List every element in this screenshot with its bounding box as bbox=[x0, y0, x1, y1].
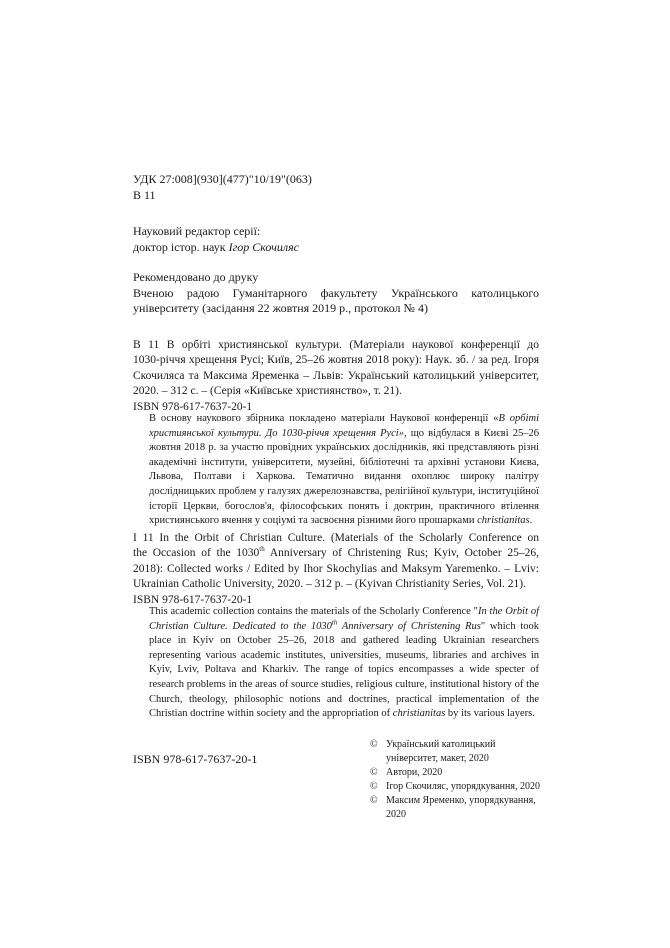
editor-block bbox=[133, 224, 539, 255]
editor-heading: Науковий редактор серії: bbox=[133, 224, 261, 238]
en-entry-line-3: 2018): Collected works / Edited by Ihor Skochylias and Maksym Yaremenko. – Lviv: bbox=[133, 562, 539, 575]
copyright-block bbox=[370, 738, 540, 822]
ua-entry-line-4: 2020. – 312 с. – (Серія «Київське християнство», т. 21). bbox=[133, 385, 402, 398]
ua-abstract: В основу наукового збірника покладено матеріали Наукової конференції «В орбіті християнської культури. До 1030-річчя хрещення Русі», що відбулася в Києві 25–26 жовтня 2018 р. за участю провідних українських дослідників, які представляють різні академічні інститути, університети, музейні, бібліотечні та архівні установи Києва, Львова, Полтави і Харкова. Тематично видання охоплює широку палітру дослідницьких проблем у галузях джерелознавства, релігійної культури, інституційної історії Церкви, богослов'я, філософських понять і доктрин, практичного втілення християнського вчення у соціумі та засвоєння різними його прошарками christianitas. bbox=[149, 413, 539, 527]
editor-line: доктор істор. наук Ігор Скочиляс bbox=[133, 239, 299, 254]
udk-code: УДК 27:008](930](477)"10/19"(063) bbox=[133, 172, 312, 186]
ua-entry-line-1: В 11 В орбіті християнської культури. (Матеріали наукової конференції до bbox=[133, 339, 539, 351]
en-entry-line-2: the Occasion of the 1030th Anniversary of Christening Rus; Kyiv, October 25–26, bbox=[133, 545, 539, 560]
editor-name: Ігор Скочиляс bbox=[228, 239, 299, 254]
copyright-item: © Автори, 2020 bbox=[370, 767, 443, 778]
en-isbn: ISBN 978-617-7637-20-1 bbox=[133, 593, 253, 606]
ua-entry-line-3: Скочиляса та Максима Яременка – Львів: Український католицький університет, bbox=[133, 369, 539, 382]
isbn-bottom: ISBN 978-617-7637-20-1 bbox=[133, 752, 258, 766]
ua-isbn: ISBN 978-617-7637-20-1 bbox=[133, 400, 253, 413]
recommended-heading: Рекомендовано до друку bbox=[133, 270, 259, 284]
udk-block bbox=[133, 172, 539, 203]
ua-catalog-entry bbox=[133, 338, 539, 415]
en-entry-line-4: Ukrainian Catholic University, 2020. – 312 p. – (Kyivan Christianity Series, Vol. 21). bbox=[133, 578, 526, 591]
ua-entry-line-2: 1030-річчя хрещення Русі; Київ, 25–26 жовтня 2018 року): Наук. зб. / за ред. Ігоря bbox=[133, 354, 539, 367]
copyright-item: © Максим Яременко, упорядкування, 2020 bbox=[370, 795, 536, 820]
copyright-item: © Український католицький університет, макет, 2020 bbox=[370, 739, 496, 764]
udk-index: В 11 bbox=[133, 187, 156, 202]
en-catalog-entry bbox=[133, 531, 539, 608]
en-abstract: This academic collection contains the materials of the Scholarly Conference "In the Orbit of Christian Culture. Dedicated to the 1030th Anniversary of Christening Rus" which took place in Kyiv on October 25–26, 2018 and gathered leading Ukrainian researchers representing various academic institutes, universities, museums, libraries and archives in Kyiv, Lviv, Poltava and Kharkiv. The range of topics encompasses a wide specter of research problems in the areas of source studies, religious culture, institutional history of the Church, theology, philosophic notions and doctrines, practical implementation of the Christian doctrine within society and the appropriation of christianitas by its various layers. bbox=[149, 606, 540, 720]
recommended-block bbox=[133, 270, 539, 317]
copyright-item: © Ігор Скочиляс, упорядкування, 2020 bbox=[370, 781, 540, 792]
en-entry-line-1: I 11 In the Orbit of Christian Culture. (Materials of the Scholarly Conference on bbox=[133, 532, 539, 544]
recommended-text: Вченою радою Гуманітарного факультету Українського католицького університету (засідання 22 жовтня 2019 р., протокол № 4) bbox=[133, 285, 539, 316]
